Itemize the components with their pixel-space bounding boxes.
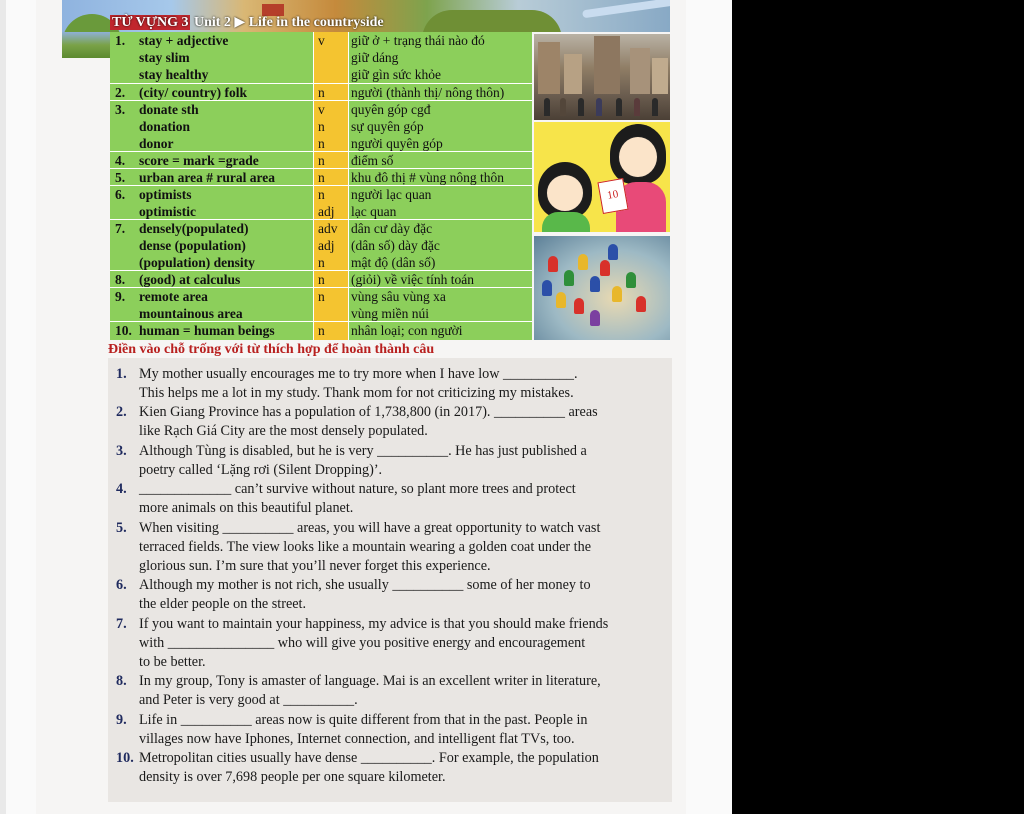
vocab-type: n [318, 153, 325, 168]
vocab-meaning: sự quyên góp [351, 119, 424, 134]
exercise-text-line: When visiting __________ areas, you will have a great opportunity to watch vast [139, 519, 601, 536]
exercise-text-line: In my group, Tony is amaster of language. Mai is an excellent writer in literature, [139, 673, 601, 690]
exercise-number: 8. [116, 673, 127, 690]
vocab-row [110, 219, 532, 271]
exercise-text-line: Life in __________ areas now is quite different from that in the past. People in [139, 711, 588, 728]
exercise-text-line: Although my mother is not rich, she usually __________ some of her money to [139, 577, 591, 594]
vocab-meaning: điểm số [351, 153, 394, 168]
face [618, 136, 658, 178]
vocab-number: 4. [115, 153, 126, 168]
pawn [626, 272, 636, 288]
vocab-row [110, 287, 532, 322]
person [652, 98, 658, 116]
exercise-text-line: _____________ can’t survive without nature, so plant more trees and protect [139, 481, 576, 498]
exercise-text-line: My mother usually encourages me to try more when I have low __________. [139, 366, 578, 382]
exercise-item [116, 403, 656, 441]
person [578, 98, 584, 116]
exercise-text-line: like Rạch Giá City are the most densely populated. [139, 423, 428, 440]
vocab-meaning: nhân loại; con người [351, 323, 463, 338]
exercise-item [116, 749, 656, 787]
face [546, 174, 584, 212]
vocab-number: 8. [115, 272, 126, 287]
vocab-type: n [318, 289, 325, 304]
vocab-number: 6. [115, 187, 126, 202]
optimistic-girls-cartoon-image [534, 122, 670, 232]
person [560, 98, 566, 116]
vocab-word: remote area [139, 289, 208, 304]
vocab-meaning: quyên góp cgđ [351, 102, 431, 117]
exercise-text-line: This helps me a lot in my study. Thank mom for not criticizing my mistakes. [139, 385, 574, 401]
vocab-word: donation [139, 119, 191, 134]
exercise-item [116, 480, 656, 518]
exercise-number: 10. [116, 750, 134, 766]
vocab-type: adj [318, 204, 335, 219]
vocab-type: n [318, 119, 325, 134]
person [616, 98, 622, 116]
vocab-word: optimists [139, 187, 192, 202]
vocab-meaning: người (thành thị/ nông thôn) [351, 85, 505, 100]
vocab-meaning: vùng miền núi [351, 306, 429, 321]
building [652, 58, 668, 94]
vocab-word: dense (population) [139, 238, 246, 253]
city-street-image [534, 34, 670, 120]
vocab-type: n [318, 255, 325, 270]
vocab-word: donate sth [139, 102, 199, 117]
exercise-text-line: Although Tùng is disabled, but he is very __________. He has just published a [139, 442, 587, 459]
pawn [636, 296, 646, 312]
exercise-number: 2. [116, 404, 127, 421]
vocab-type: n [318, 136, 325, 151]
vocab-type: n [318, 323, 325, 338]
person [634, 98, 640, 116]
pawn [548, 256, 558, 272]
exercise-item [116, 711, 656, 749]
vocab-number: 7. [115, 221, 126, 236]
exercise-text-line: terraced fields. The view looks like a mountain wearing a golden coat under the [139, 538, 592, 555]
pawn [608, 244, 618, 260]
exercise-instruction: Điền vào chỗ trống với từ thích hợp để hoàn thành câu [108, 342, 435, 357]
vocab-type: n [318, 187, 325, 202]
vocab-meaning: người quyên góp [351, 136, 443, 151]
score-card: 10 [597, 178, 628, 214]
exercise-text-line: and Peter is very good at __________. [139, 692, 358, 709]
vocab-number: 9. [115, 289, 126, 304]
vocab-row [110, 100, 532, 152]
exercise-item [116, 615, 656, 672]
exercise-number: 4. [116, 481, 127, 498]
vocab-row [110, 270, 532, 288]
vocab-row [110, 83, 532, 101]
banner-river [582, 0, 670, 18]
building [564, 54, 582, 94]
vocab-meaning: giữ gìn sức khỏe [351, 67, 441, 82]
shirt [542, 212, 590, 232]
exercise-text-line: with _______________ who will give you positive energy and encouragement [139, 634, 586, 651]
vocab-word: urban area # rural area [139, 170, 275, 185]
vocab-meaning: giữ dáng [351, 50, 399, 65]
building [538, 42, 560, 94]
vocab-meaning: dân cư dày đặc [351, 221, 433, 236]
vocab-meaning: (giỏi) về việc tính toán [351, 272, 474, 287]
vocab-meaning: người lạc quan [351, 187, 432, 202]
exercise-number: 1. [116, 366, 127, 382]
building [594, 36, 620, 94]
vocab-meaning: lạc quan [351, 204, 397, 219]
pawn [590, 276, 600, 292]
exercise-number: 7. [116, 615, 127, 632]
exercise-number: 6. [116, 577, 127, 594]
vocab-type: v [318, 102, 325, 117]
vocab-meaning: giữ ở + trạng thái nào đó [351, 33, 485, 48]
pawn [564, 270, 574, 286]
population-pawns-map-image [534, 236, 670, 340]
vocab-word: (population) density [139, 255, 255, 270]
vocab-meaning: khu đô thị # vùng nông thôn [351, 170, 505, 185]
vocab-number: 5. [115, 170, 126, 185]
vocab-word: (city/ country) folk [139, 85, 247, 100]
vocab-meaning: vùng sâu vùng xa [351, 289, 446, 304]
vocab-row [110, 168, 532, 186]
exercise-text-line: glorious sun. I’m sure that you’ll never forget this experience. [139, 557, 491, 574]
vocab-type: n [318, 272, 325, 287]
section-title [110, 14, 384, 32]
exercise-number: 5. [116, 519, 127, 536]
vocab-row [110, 32, 532, 83]
exercise-item [116, 365, 656, 403]
pawn [612, 286, 622, 302]
vocab-word: stay healthy [139, 67, 209, 82]
pawn [574, 298, 584, 314]
pawn [590, 310, 600, 326]
exercise-text-line: Metropolitan cities usually have dense __________. For example, the population [139, 750, 599, 766]
exercise-number: 3. [116, 442, 127, 459]
vocab-type: n [318, 170, 325, 185]
exercise-text-line: to be better. [139, 653, 206, 670]
vocab-word: human = human beings [139, 323, 275, 338]
person [544, 98, 550, 116]
pawn [578, 254, 588, 270]
vocab-meaning: (dân số) dày đặc [351, 238, 440, 253]
vocab-type: n [318, 85, 325, 100]
exercise-text-line: If you want to maintain your happiness, my advice is that you should make friends [139, 615, 609, 632]
exercise-number: 9. [116, 711, 127, 728]
vocab-word: donor [139, 136, 174, 151]
page-edge [0, 0, 6, 814]
building [630, 48, 650, 94]
vocab-row [110, 321, 532, 339]
vocab-word: score = mark =grade [139, 153, 259, 168]
vocab-type: adv [318, 221, 338, 236]
vocab-number: 10. [115, 323, 132, 338]
vocab-number: 2. [115, 85, 126, 100]
vocab-word: (good) at calculus [139, 272, 241, 287]
exercise-text-line: more animals on this beautiful planet. [139, 500, 354, 517]
exercise-text-line: villages now have Iphones, Internet connection, and intelligent flat TVs, too. [139, 730, 575, 747]
title-unit: Unit 2 ▶ Life in the countryside [193, 15, 384, 30]
pawn [556, 292, 566, 308]
exercise-item [116, 576, 656, 614]
vocab-word: stay slim [139, 50, 190, 65]
exercise-text-line: poetry called ‘Lặng rơi (Silent Dropping)’. [139, 461, 383, 478]
farm-thumbnail-image [62, 32, 110, 58]
exercise-text-line: Kien Giang Province has a population of 1,738,800 (in 2017). __________ areas [139, 404, 598, 421]
vocab-number: 3. [115, 102, 126, 117]
pawn [542, 280, 552, 296]
vocab-number: 1. [115, 33, 126, 48]
exercise-item [116, 672, 656, 710]
exercise-text-line: the elder people on the street. [139, 596, 307, 613]
vocab-word: mountainous area [139, 306, 243, 321]
vocab-type: adj [318, 238, 335, 253]
exercise-item [116, 519, 656, 576]
vocabulary-table [110, 32, 532, 340]
person [596, 98, 602, 116]
exercise-item [116, 442, 656, 480]
vocab-row [110, 185, 532, 220]
vocab-word: stay + adjective [139, 33, 229, 48]
vocab-word: densely(populated) [139, 221, 249, 236]
banner-hill [422, 10, 562, 32]
vocab-type: v [318, 33, 325, 48]
vocab-meaning: mật độ (dân số) [351, 255, 436, 270]
vocab-word: optimistic [139, 204, 196, 219]
exercise-text-line: density is over 7,698 people per one square kilometer. [139, 769, 446, 785]
vocab-row [110, 151, 532, 169]
pawn [600, 260, 610, 276]
title-tag: TỪ VỰNG 3 [112, 15, 189, 30]
